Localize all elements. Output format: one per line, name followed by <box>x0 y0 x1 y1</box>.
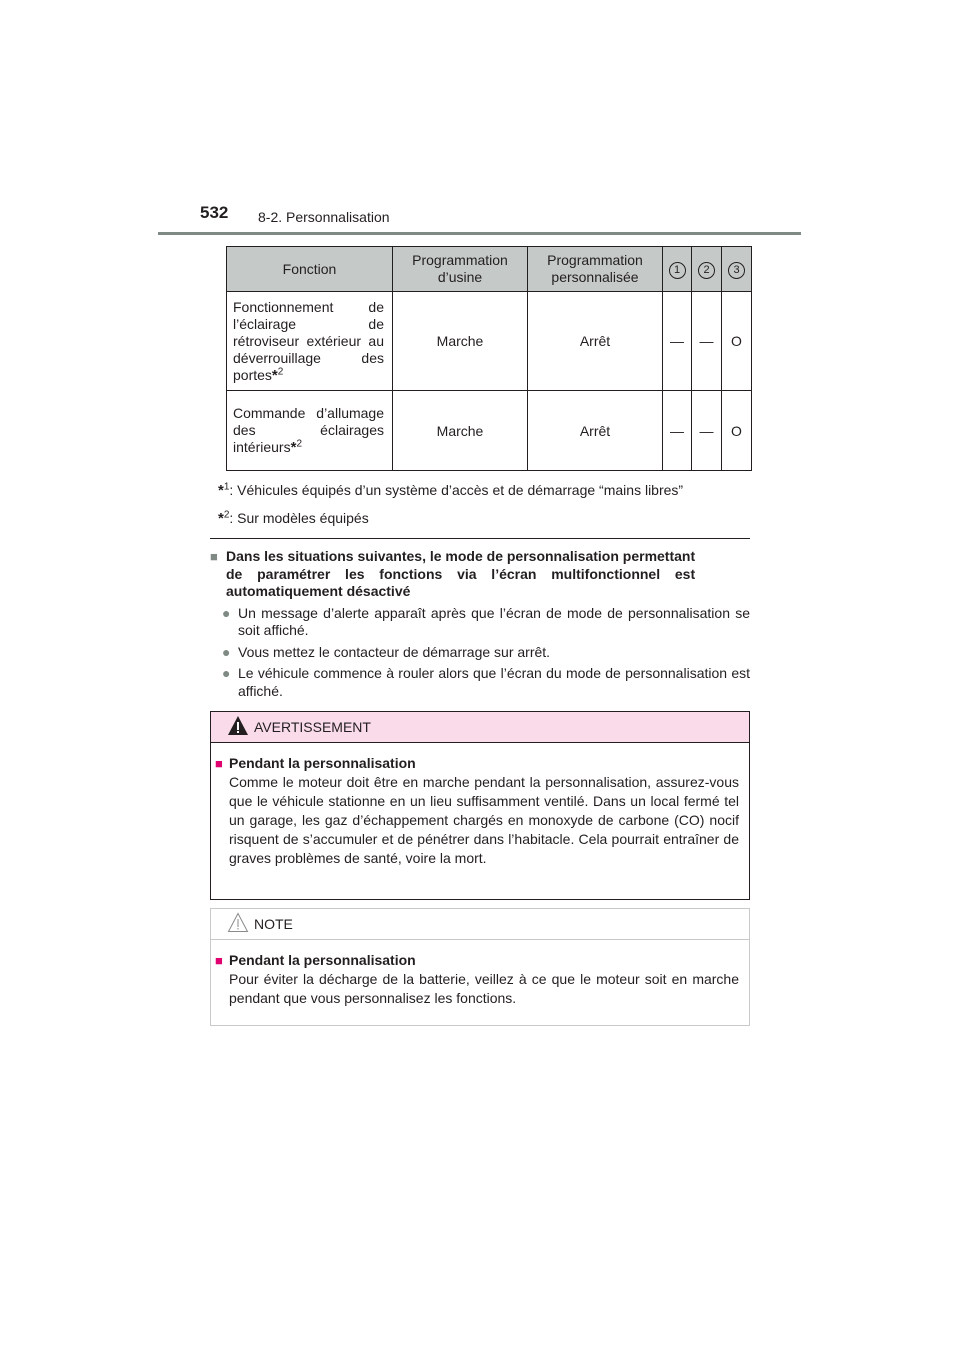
row-method-2-cell: — <box>692 391 722 471</box>
note-box <box>210 908 750 1026</box>
square-bullet-icon: ■ <box>215 756 223 771</box>
note-title-row <box>215 951 739 970</box>
table-header-row <box>227 247 752 292</box>
header-method-2 <box>692 247 722 292</box>
footnote-mark: * <box>290 439 297 456</box>
table-row <box>227 292 752 391</box>
footnote-mark: * <box>271 366 278 384</box>
header-function: Fonction <box>227 247 393 292</box>
bullet-item <box>210 644 750 662</box>
row-custom-cell: Arrêt <box>528 292 663 391</box>
footnote-number: 2 <box>223 509 230 521</box>
section-heading-text <box>226 548 695 601</box>
bullet-text: Un message d’alerte apparaît après que l’écran de mode de personnalisation se soit affiché. <box>238 604 750 638</box>
row-function-text: Commande d’allumage des éclairages intérieurs <box>233 405 384 455</box>
caution-triangle-icon <box>227 912 249 937</box>
row-method-3-cell: O <box>722 292 752 391</box>
row-custom-cell: Arrêt <box>528 391 663 471</box>
warning-text: Comme le moteur doit être en marche pendant la personnalisation, assurez-vous que le véhicule stationne en un lieu suffisamment ventilé. Dans un local fermé tel un garage, les gaz d’échappement chargés en monoxyde de carbone (CO) nocif risquent de s’accumuler et de pénétrer dans l’habitacle. Cela pourrait entraîner de graves problèmes de santé, voire la mort. <box>229 774 739 866</box>
note-title: Pendant la personnalisation <box>229 952 416 968</box>
bullet-item <box>210 605 750 640</box>
warning-box <box>210 711 750 900</box>
warning-title-row <box>215 754 739 773</box>
header-method-1 <box>663 247 692 292</box>
warning-body <box>211 743 749 868</box>
table-row <box>227 391 752 471</box>
note-body <box>211 940 749 1008</box>
square-bullet-icon: ■ <box>215 953 223 968</box>
bullet-item <box>210 665 750 700</box>
footnote-2 <box>218 510 369 527</box>
row-method-2-cell: — <box>692 292 722 391</box>
bullet-dot-icon: ● <box>222 665 231 681</box>
heading-line: de paramétrer les fonctions via l’écran multifonctionnel est <box>226 565 696 582</box>
bullet-dot-icon: ● <box>222 643 231 660</box>
footnote-text: : Véhicules équipés d’un système d’accès et de démarrage “mains libres” <box>229 482 684 498</box>
bullet-text: Le véhicule commence à rouler alors que l’écran du mode de personnalisation est affiché. <box>238 665 750 699</box>
row-method-3-cell: O <box>722 391 752 471</box>
row-function-cell <box>227 292 393 391</box>
warning-title: Pendant la personnalisation <box>229 755 416 771</box>
bullet-dot-icon: ● <box>222 604 231 621</box>
header-default-setting: Programmation d’usine <box>393 247 528 292</box>
bullet-text: Vous mettez le contacteur de démarrage sur arrêt. <box>238 643 551 660</box>
note-text: Pour éviter la décharge de la batterie, veillez à ce que le moteur soit en marche pendant que vous personnalisez les fonctions. <box>229 971 739 1006</box>
footnote-star: * <box>218 510 224 527</box>
footnote-1 <box>218 482 683 499</box>
settings-table <box>226 246 752 471</box>
row-method-1-cell: — <box>663 292 692 391</box>
note-header <box>211 909 749 940</box>
section-divider <box>210 538 750 539</box>
square-bullet-icon: ■ <box>210 549 218 564</box>
method-2-badge: 2 <box>698 262 715 279</box>
header-method-3 <box>722 247 752 292</box>
heading-line: automatiquement désactivé <box>226 583 411 599</box>
footnote-number: 1 <box>223 481 230 493</box>
warning-triangle-icon <box>227 715 249 740</box>
section-title: 8-2. Personnalisation <box>258 209 390 225</box>
method-3-badge: 3 <box>728 262 745 279</box>
row-default-cell: Marche <box>393 292 528 391</box>
row-function-cell <box>227 391 393 471</box>
header-custom-setting: Programmation personnalisée <box>528 247 663 292</box>
section-block <box>210 548 750 700</box>
warning-label: AVERTISSEMENT <box>254 719 371 735</box>
note-label: NOTE <box>254 916 293 932</box>
footnote-ref: 2 <box>296 438 302 450</box>
footnote-text: : Sur modèles équipés <box>229 510 369 526</box>
method-1-badge: 1 <box>669 262 686 279</box>
header-rule <box>158 232 801 235</box>
footnote-ref: 2 <box>277 365 284 377</box>
warning-header <box>211 712 749 743</box>
page-number: 532 <box>200 203 229 222</box>
row-default-cell: Marche <box>393 391 528 471</box>
heading-line: Dans les situations suivantes, le mode de personnalisation permettant <box>226 548 696 564</box>
footnote-star: * <box>218 482 224 499</box>
row-method-1-cell: — <box>663 391 692 471</box>
section-heading <box>210 548 750 601</box>
row-function-text: Fonctionnement de l’éclairage de rétroviseur extérieur au déverrouillage des portes <box>233 298 384 383</box>
